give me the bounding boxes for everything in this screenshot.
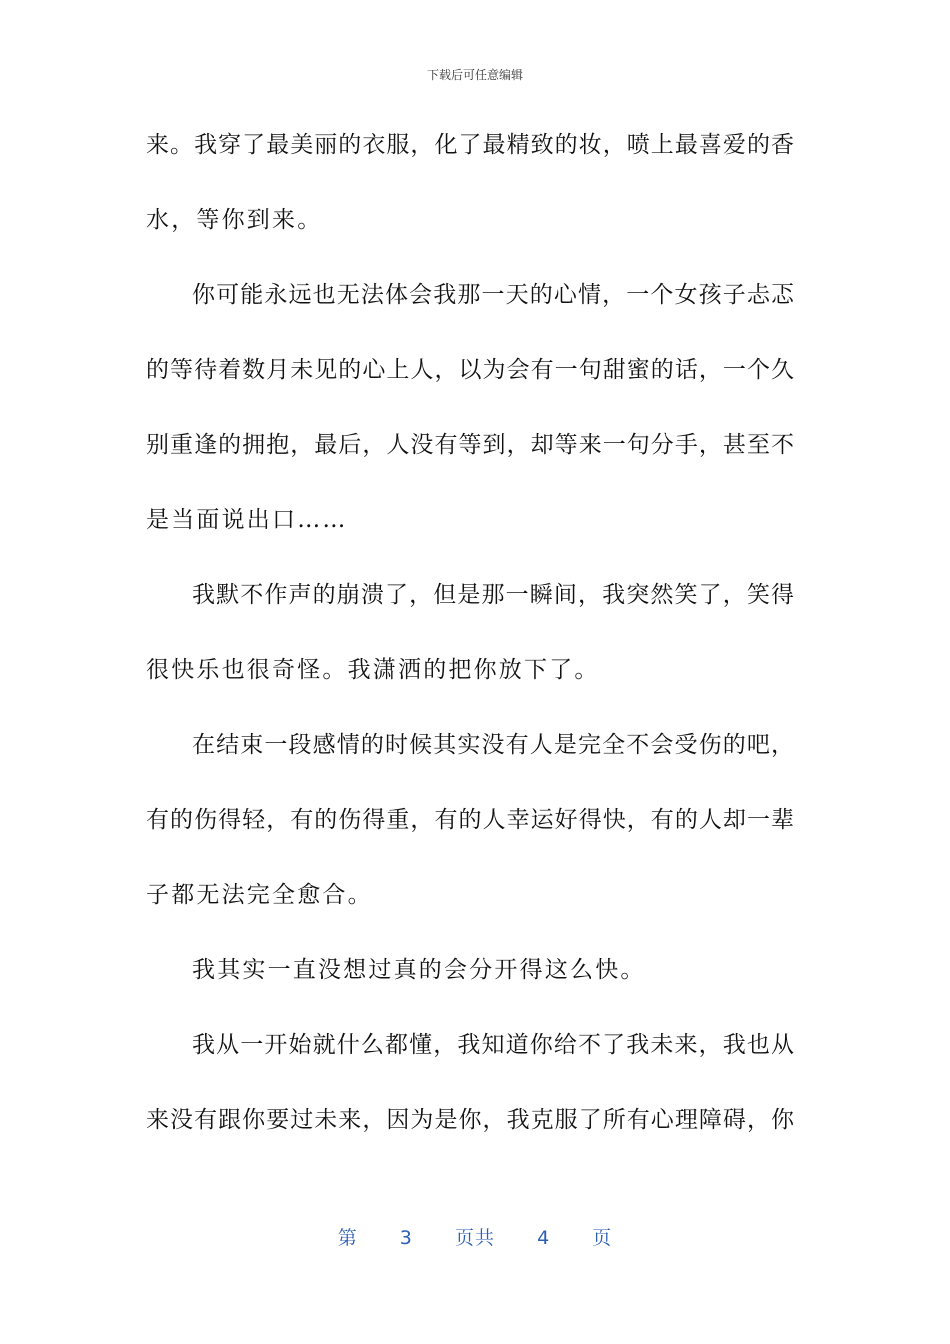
document-body xyxy=(146,112,794,1162)
text-line: 在结束一段感情的时候其实没有人是完全不会受伤的吧， xyxy=(192,732,794,758)
text-line: 我默不作声的崩溃了，但是那一瞬间，我突然笑了，笑得 xyxy=(192,582,794,608)
text-line: 子都无法完全愈合。 xyxy=(146,882,373,908)
footer-current-page: 3 xyxy=(399,1227,413,1249)
text-line: 别重逢的拥抱，最后，人没有等到，却等来一句分手，甚至不 xyxy=(146,432,794,458)
text-line: 很快乐也很奇怪。我潇洒的把你放下了。 xyxy=(146,657,600,683)
page-footer xyxy=(0,1223,950,1250)
footer-suffix: 页 xyxy=(592,1227,613,1249)
text-line: 有的伤得轻，有的伤得重，有的人幸运好得快，有的人却一辈 xyxy=(146,807,794,833)
text-line: 是当面说出口…… xyxy=(146,507,348,533)
footer-total-pages: 4 xyxy=(537,1227,551,1249)
text-line: 来。我穿了最美丽的衣服，化了最精致的妆，喷上最喜爱的香 xyxy=(146,132,794,158)
page-header-note: 下载后可任意编辑 xyxy=(426,68,523,82)
text-line: 水，等你到来。 xyxy=(146,207,323,233)
text-line: 我其实一直没想过真的会分开得这么快。 xyxy=(192,957,646,983)
footer-middle: 页共 xyxy=(454,1227,495,1249)
footer-prefix: 第 xyxy=(337,1227,358,1249)
text-line: 你可能永远也无法体会我那一天的心情，一个女孩子忐忑 xyxy=(192,282,794,308)
text-line: 来没有跟你要过未来，因为是你，我克服了所有心理障碍，你 xyxy=(146,1107,794,1133)
text-line: 我从一开始就什么都懂，我知道你给不了我未来，我也从 xyxy=(192,1032,794,1058)
text-line: 的等待着数月未见的心上人，以为会有一句甜蜜的话，一个久 xyxy=(146,357,794,383)
